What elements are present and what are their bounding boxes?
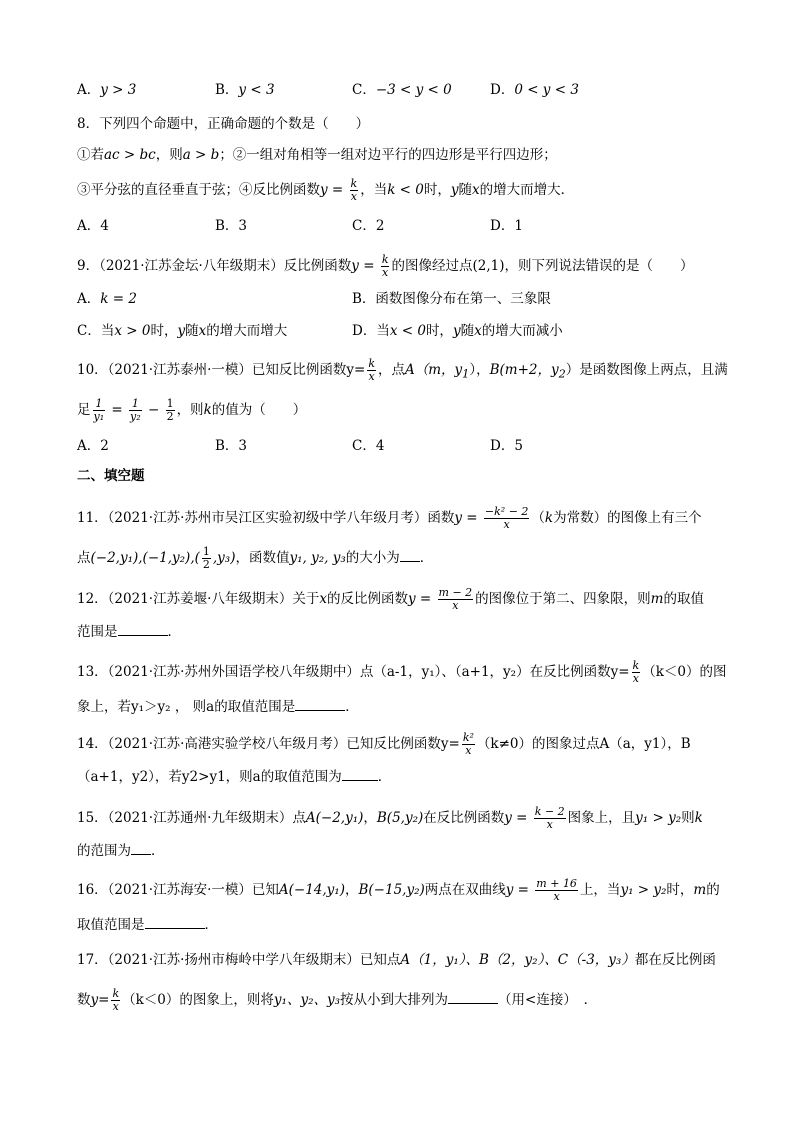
text: 13．（2021·江苏·苏州外国语学校八年级期中）点（a-1，y₁）、（a+1，y₂）在反比例函数y= (77, 664, 630, 680)
q16-stem (77, 878, 720, 903)
math: B(m+2，y (489, 362, 559, 378)
q16-answer-line (77, 914, 218, 935)
text: 上，当 (579, 882, 621, 898)
text: 15．（2021·江苏通州·九年级期末）点 (77, 810, 306, 826)
numerator: 1 (202, 545, 210, 558)
fraction (535, 878, 578, 903)
numerator: k (368, 357, 375, 370)
math: A（m，y (404, 362, 463, 378)
text: （k＜0）的图象上，则将 (122, 992, 274, 1008)
text: 时， (423, 182, 451, 198)
fraction (367, 358, 376, 383)
q8-statement-line-2 (77, 178, 574, 203)
denominator: x (452, 599, 459, 612)
math: (2,1) (472, 258, 505, 274)
denominator: x (546, 818, 553, 831)
math: y (450, 182, 459, 198)
section-heading: 二、填空题 (77, 468, 145, 484)
math: ac > bc (104, 147, 156, 163)
numerator: m + 16 (536, 877, 577, 890)
fraction (438, 587, 474, 612)
text: 的增大而增大． (479, 182, 575, 198)
q8-option-b: B．3 (215, 218, 248, 234)
q11-stem (77, 506, 702, 531)
fraction (202, 546, 211, 571)
text: 两点在双曲线 (424, 882, 506, 898)
text: （用<连接） ． (498, 992, 598, 1008)
text: 随 (458, 182, 473, 198)
text: 的 (706, 882, 720, 898)
text: ． (151, 843, 165, 859)
math: ,y₃) (212, 550, 236, 566)
q9-option-b: B．函数图像分布在第一、三象限 (352, 291, 551, 307)
numerator: k (632, 659, 640, 672)
text: 范围是 (77, 624, 118, 640)
text: ． (377, 769, 392, 785)
math: B(5,y₂) (376, 810, 424, 826)
text: 17．（2021·江苏·扬州市梅岭中学八年级期末）已知点 (77, 952, 401, 968)
q12-answer-line (77, 621, 181, 642)
text: （k≠0）的图象过点A（a，y1），B (476, 736, 691, 752)
q14-answer-line (77, 766, 391, 787)
text: 的增大而减小 (481, 323, 563, 339)
answer-blank[interactable] (131, 840, 151, 855)
subscript: 2 (558, 367, 566, 381)
q10-stem (77, 358, 728, 385)
math: a > b (182, 147, 220, 163)
text: ． (204, 917, 218, 933)
fraction (534, 806, 566, 831)
math: y = (504, 810, 532, 826)
option-label: A． (77, 82, 101, 98)
math: k (203, 402, 212, 418)
text: 的图像经过点 (391, 258, 473, 274)
text: 的值为（ ） (211, 402, 307, 418)
text: 11．（2021·江苏·苏州市吴江区实验初级中学八年级月考）函数 (77, 510, 455, 526)
q10-option-c: C．4 (352, 438, 385, 454)
q10-option-d: D．5 (490, 438, 523, 454)
denominator: x (382, 266, 389, 279)
numerator: m − 2 (438, 586, 473, 599)
text: 10．（2021·江苏泰州·一模）已知反比例函数y= (77, 362, 366, 378)
text: ， (363, 810, 377, 826)
text: （k＜0）的图 (642, 664, 727, 680)
math: k < 0 (387, 182, 424, 198)
math: A(−14,y₁) (278, 882, 345, 898)
fraction (129, 398, 142, 423)
text: 按从小到大排列为 (340, 992, 449, 1008)
answer-blank[interactable] (118, 621, 168, 636)
text: 点 (77, 550, 91, 566)
text: 时， (150, 323, 178, 339)
text: 的范围为 (77, 843, 131, 859)
math: y = (351, 258, 379, 274)
math: = (107, 402, 128, 418)
numerator: k − 2 (534, 805, 565, 818)
text: ，则下列说法错误的是（ ） (504, 258, 694, 274)
answer-blank[interactable] (342, 766, 378, 781)
math: k (544, 510, 554, 526)
q13-answer-line (77, 696, 359, 717)
numerator: 1 (166, 397, 174, 410)
math: x (472, 182, 480, 198)
option-value: 0 < y < 3 (514, 82, 579, 98)
math: − (143, 402, 164, 418)
text: 图象上，且 (567, 810, 636, 826)
denominator: 2 (166, 410, 174, 423)
text: ）是函数图像上两点，且满 (565, 362, 728, 378)
text: D．当 (352, 323, 390, 339)
text: 足 (77, 402, 91, 418)
math: y₁ > y₂ (635, 810, 682, 826)
text: 14．（2021·江苏·高港实验学校八年级月考）已知反比例函数y= (77, 736, 460, 752)
text: 的大小为 (345, 550, 400, 566)
text: ，点 (377, 362, 405, 378)
q8-stem: 8．下列四个命题中，正确命题的个数是（ ） (77, 116, 370, 132)
denominator: x (368, 370, 375, 383)
math: x (198, 323, 207, 339)
text: 随 (460, 323, 475, 339)
text: （ (531, 510, 545, 526)
fraction (350, 178, 359, 203)
math: A(−2,y₁) (305, 810, 364, 826)
text: 12．（2021·江苏姜堰·八年级期末）关于 (77, 591, 320, 607)
denominator: x (503, 518, 510, 531)
text: 为常数）的图像上有三个 (553, 510, 702, 526)
q7-option-d (490, 80, 579, 100)
math: y₁, y₂, y₃ (289, 550, 346, 566)
option-value: y > 3 (100, 82, 137, 98)
answer-blank[interactable] (400, 547, 420, 562)
text: （a+1，y2），若y2>y1，则a的取值范围为 (77, 769, 342, 785)
text: ①若 (77, 147, 104, 163)
numerator: 1 (93, 398, 106, 411)
text: 都在反比例函 (634, 952, 716, 968)
answer-blank[interactable] (145, 914, 205, 929)
text: 的图像位于第二、四象限，则 (475, 591, 651, 607)
answer-blank[interactable] (295, 696, 345, 711)
fraction (462, 732, 475, 757)
q8-option-d: D．1 (490, 218, 523, 234)
fraction (93, 398, 106, 423)
text: ）， (469, 362, 490, 378)
q14-stem (77, 732, 691, 757)
option-label: A． (77, 291, 101, 307)
text: ；②一组对角相等一组对边平行的四边形是平行四边形； (219, 147, 557, 163)
math: k (694, 810, 703, 826)
subscript: 1 (462, 367, 470, 381)
option-value: y < 3 (238, 82, 275, 98)
option-value: k = 2 (100, 291, 137, 307)
math: y = (454, 510, 482, 526)
option-label: D． (490, 82, 515, 98)
text: 16．（2021·江苏海安·一模）已知 (77, 882, 279, 898)
text: 9．（2021·江苏金坛·八年级期末）反比例函数 (77, 258, 352, 274)
q12-stem (77, 587, 704, 612)
math: y (452, 323, 461, 339)
q8-statement-line-1 (77, 145, 557, 165)
text: 象上，若y₁＞y₂ ， 则a的取值范围是 (77, 699, 296, 715)
q7-option-c (352, 80, 452, 100)
text: 随 (185, 323, 199, 339)
q9-option-d (352, 321, 563, 341)
text: ，则 (155, 147, 183, 163)
denominator: x (112, 1000, 119, 1013)
numerator: −k² − 2 (484, 505, 529, 518)
q13-stem (77, 660, 726, 685)
text: 时， (666, 882, 694, 898)
math: x < 0 (389, 323, 426, 339)
q8-option-a: A．4 (77, 218, 109, 234)
text: 的增大而增大 (206, 323, 288, 339)
numerator: k² (462, 731, 474, 744)
text: C．当 (77, 323, 115, 339)
q8-option-c: C．2 (352, 218, 385, 234)
denominator: x (553, 890, 560, 903)
text: ，当 (360, 182, 388, 198)
q10-condition (77, 398, 306, 423)
math: m (693, 882, 707, 898)
text: 取值范围是 (77, 917, 145, 933)
q7-option-a (77, 80, 136, 100)
numerator: k (112, 987, 120, 1000)
numerator: 1 (129, 398, 142, 411)
answer-blank[interactable] (448, 989, 498, 1004)
denominator: y₂ (130, 410, 141, 423)
text: 的反比例函数 (327, 591, 408, 607)
math: y (177, 323, 186, 339)
fraction (111, 988, 120, 1013)
q17-stem (77, 950, 716, 970)
math: x (319, 591, 327, 607)
math: x > 0 (114, 323, 151, 339)
math: y= (90, 992, 110, 1008)
q10-option-a: A．2 (77, 438, 109, 454)
q9-option-a (77, 289, 137, 309)
text: 则 (681, 810, 695, 826)
text: ， (344, 882, 359, 898)
math: y₁ > y₂ (620, 882, 667, 898)
denominator: x (350, 190, 357, 203)
fraction (381, 254, 390, 279)
q7-option-b (215, 80, 275, 100)
math: x (474, 323, 482, 339)
q15-answer-line (77, 840, 165, 861)
text: ． (167, 624, 181, 640)
q9-option-c (77, 321, 287, 341)
fraction (166, 398, 175, 423)
math: B(−15,y₂) (358, 882, 425, 898)
q17-answer-line (77, 988, 597, 1013)
denominator: y₁ (93, 410, 105, 423)
text: 时， (425, 323, 453, 339)
text: 在反比例函数 (423, 810, 505, 826)
option-label: B． (215, 82, 239, 98)
denominator: x (465, 744, 472, 757)
math: y = (408, 591, 436, 607)
numerator: k (381, 253, 389, 266)
text: ． (345, 699, 359, 715)
text: ，则 (176, 402, 204, 418)
fraction (484, 506, 530, 531)
denominator: 2 (202, 558, 210, 571)
math: A（1，y₁）、B（2，y₂）、C（-3，y₃） (400, 952, 635, 968)
text: 的取值 (663, 591, 704, 607)
option-label: C． (352, 82, 376, 98)
q15-stem (77, 806, 703, 831)
option-value: −3 < y < 0 (375, 82, 452, 98)
math: y = (320, 182, 348, 198)
math: m (650, 591, 664, 607)
text: ． (419, 550, 434, 566)
numerator: k (350, 177, 358, 190)
q11-points (77, 546, 433, 571)
math: (−2,y₁),(−1,y₂),( (90, 550, 200, 566)
text: ，函数值 (235, 550, 290, 566)
denominator: x (632, 672, 639, 685)
math: y₁、y₂、y₃ (273, 992, 341, 1008)
text: ③平分弦的直径垂直于弦；④反比例函数 (77, 182, 320, 198)
q10-option-b: B．3 (215, 438, 248, 454)
q9-stem (77, 254, 694, 279)
fraction (632, 660, 641, 685)
text: 数 (77, 992, 91, 1008)
math: y = (505, 882, 534, 898)
